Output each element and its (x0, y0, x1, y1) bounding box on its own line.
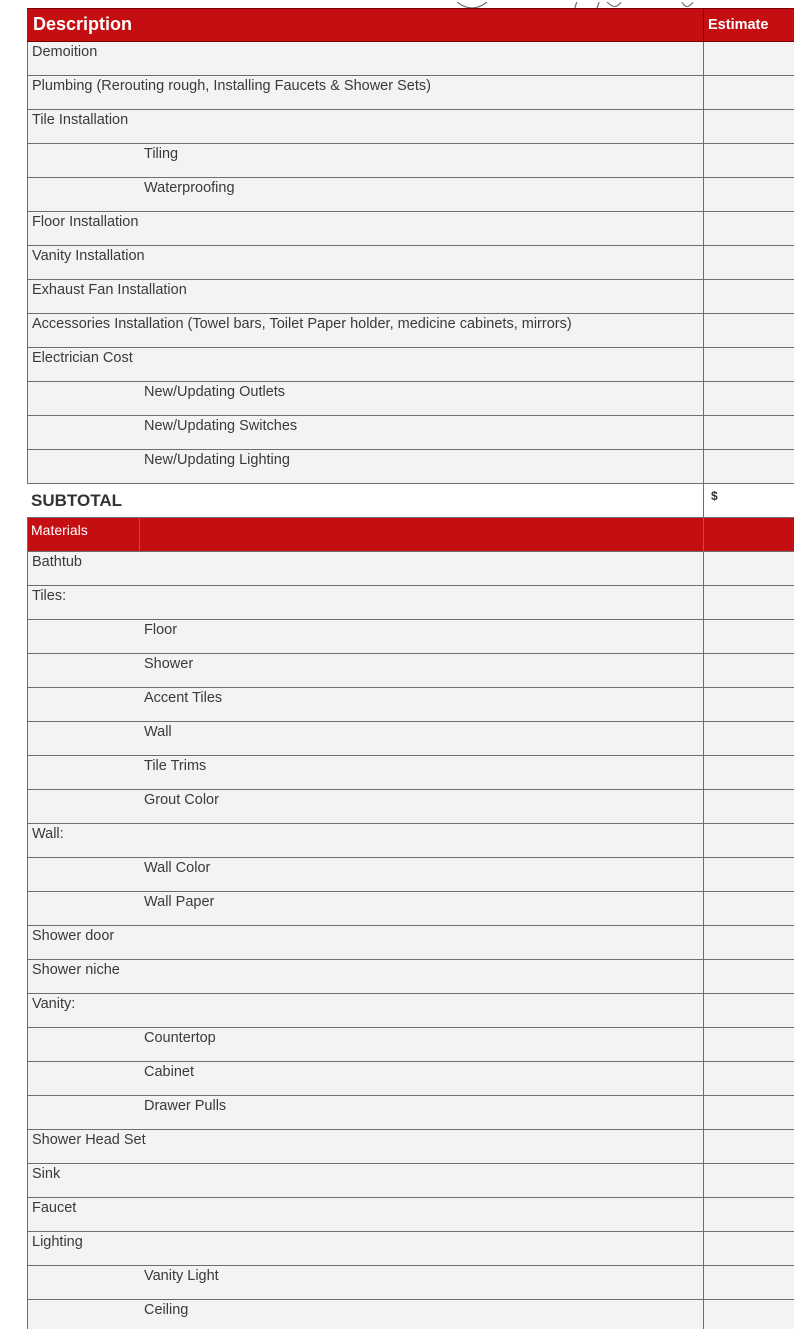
estimate-cell[interactable] (704, 892, 794, 925)
row-description: New/Updating Outlets (27, 382, 704, 415)
estimate-cell[interactable] (704, 1266, 794, 1299)
table-row (27, 654, 794, 688)
estimate-cell[interactable] (704, 450, 794, 483)
row-description: Sink (27, 1164, 704, 1197)
estimate-cell[interactable] (704, 246, 794, 279)
estimate-cell[interactable] (704, 1096, 794, 1129)
table-row (27, 42, 794, 76)
table-row (27, 586, 794, 620)
estimate-cell[interactable] (704, 858, 794, 891)
table-row (27, 858, 794, 892)
row-description: Shower niche (27, 960, 704, 993)
materials-section (27, 552, 794, 1329)
table-row (27, 1062, 794, 1096)
estimate-cell[interactable] (704, 1028, 794, 1061)
estimate-cell[interactable] (704, 314, 794, 347)
row-description: Shower (27, 654, 704, 687)
table-row (27, 1300, 794, 1329)
table-row (27, 1164, 794, 1198)
row-description: Bathtub (27, 552, 704, 585)
estimate-cell[interactable] (704, 552, 794, 585)
row-description: Grout Color (27, 790, 704, 823)
estimate-cell[interactable] (704, 722, 794, 755)
estimate-cell[interactable] (704, 790, 794, 823)
row-description: Ceiling (27, 1300, 704, 1329)
estimate-cell[interactable] (704, 1062, 794, 1095)
table-row (27, 1198, 794, 1232)
table-row (27, 552, 794, 586)
row-description: Demoition (27, 42, 704, 75)
table-row (27, 246, 794, 280)
row-description: Faucet (27, 1198, 704, 1231)
table-row (27, 620, 794, 654)
table-row (27, 382, 794, 416)
row-description: Floor Installation (27, 212, 704, 245)
row-description: Tiles: (27, 586, 704, 619)
table-row (27, 348, 794, 382)
estimate-cell[interactable] (704, 110, 794, 143)
estimate-cell[interactable] (704, 824, 794, 857)
estimate-cell[interactable] (704, 144, 794, 177)
estimate-cell[interactable] (704, 620, 794, 653)
row-description: Wall: (27, 824, 704, 857)
table-row (27, 1028, 794, 1062)
row-description: Drawer Pulls (27, 1096, 704, 1129)
row-description: Vanity: (27, 994, 704, 1027)
estimate-cell[interactable] (704, 1232, 794, 1265)
table-row (27, 110, 794, 144)
row-description: Wall Paper (27, 892, 704, 925)
labor-section (27, 42, 794, 484)
row-description: Accent Tiles (27, 688, 704, 721)
estimate-cell[interactable] (704, 1300, 794, 1329)
estimate-cell[interactable] (704, 42, 794, 75)
table-row (27, 994, 794, 1028)
table-row (27, 688, 794, 722)
row-description: Tile Installation (27, 110, 704, 143)
row-description: Floor (27, 620, 704, 653)
row-description: Shower door (27, 926, 704, 959)
row-description: Waterproofing (27, 178, 704, 211)
row-description: Vanity Installation (27, 246, 704, 279)
estimate-cell[interactable] (704, 280, 794, 313)
table-row (27, 790, 794, 824)
table-row (27, 212, 794, 246)
row-description: Lighting (27, 1232, 704, 1265)
row-description: Wall Color (27, 858, 704, 891)
table-row (27, 722, 794, 756)
subtotal-row (27, 484, 794, 518)
row-description: New/Updating Switches (27, 416, 704, 449)
estimate-cell[interactable] (704, 688, 794, 721)
row-description: Wall (27, 722, 704, 755)
row-description: Countertop (27, 1028, 704, 1061)
row-description: Electrician Cost (27, 348, 704, 381)
estimate-cell[interactable] (704, 1198, 794, 1231)
estimate-cell[interactable] (704, 1164, 794, 1197)
row-description: Tile Trims (27, 756, 704, 789)
table-row (27, 892, 794, 926)
table-row (27, 1096, 794, 1130)
estimate-cell[interactable] (704, 586, 794, 619)
table-row (27, 280, 794, 314)
row-description: Accessories Installation (Towel bars, Toilet Paper holder, medicine cabinets, mirrors) (27, 314, 704, 347)
table-row (27, 76, 794, 110)
table-row (27, 824, 794, 858)
estimate-sheet (27, 8, 794, 1329)
table-row (27, 960, 794, 994)
column-divider (703, 518, 704, 551)
materials-label: Materials (27, 518, 140, 551)
estimate-cell[interactable] (704, 178, 794, 211)
estimate-cell[interactable] (704, 654, 794, 687)
table-row (27, 178, 794, 212)
materials-header (27, 518, 794, 552)
estimate-cell[interactable] (704, 76, 794, 109)
row-description: Cabinet (27, 1062, 704, 1095)
table-row (27, 1266, 794, 1300)
estimate-cell[interactable] (704, 994, 794, 1027)
table-row (27, 1232, 794, 1266)
table-row (27, 926, 794, 960)
table-row (27, 1130, 794, 1164)
table-header (27, 8, 794, 42)
estimate-cell[interactable] (704, 1130, 794, 1163)
table-row (27, 756, 794, 790)
row-description: New/Updating Lighting (27, 450, 704, 483)
estimate-cell[interactable] (704, 382, 794, 415)
row-description: Plumbing (Rerouting rough, Installing Faucets & Shower Sets) (27, 76, 704, 109)
row-description: Exhaust Fan Installation (27, 280, 704, 313)
table-row (27, 144, 794, 178)
column-divider (703, 484, 704, 517)
table-row (27, 416, 794, 450)
estimate-cell[interactable] (704, 756, 794, 789)
subtotal-label: SUBTOTAL (31, 491, 122, 510)
estimate-cell[interactable] (704, 960, 794, 993)
table-row (27, 450, 794, 484)
row-description: Vanity Light (27, 1266, 704, 1299)
estimate-cell[interactable] (704, 926, 794, 959)
table-row (27, 314, 794, 348)
description-column-header: Description (33, 14, 133, 34)
estimate-cell[interactable] (704, 212, 794, 245)
row-description: Tiling (27, 144, 704, 177)
row-description: Shower Head Set (27, 1130, 704, 1163)
estimate-column-header: Estimate (708, 17, 769, 33)
estimate-cell[interactable] (704, 416, 794, 449)
estimate-cell[interactable] (704, 348, 794, 381)
column-divider (703, 9, 704, 41)
subtotal-currency: $ (711, 489, 718, 503)
